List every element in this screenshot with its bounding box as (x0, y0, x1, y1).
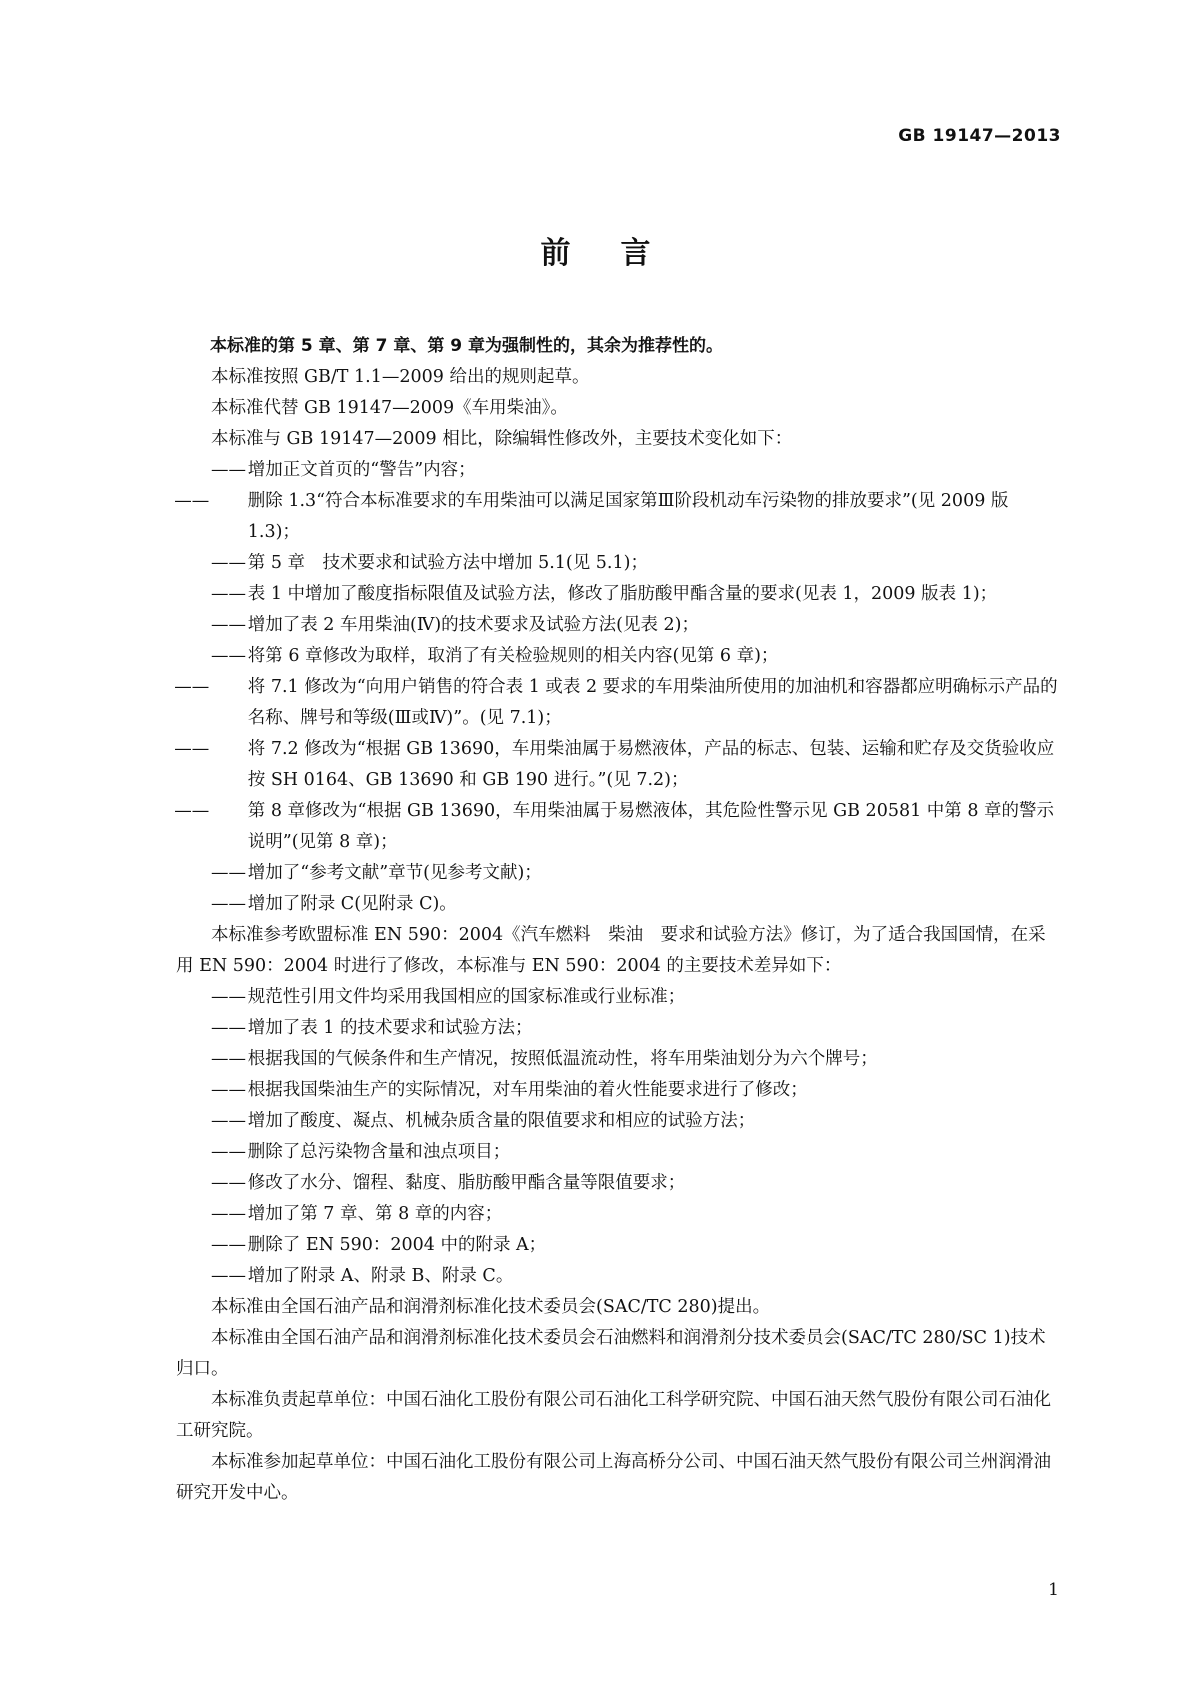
changes-list (176, 455, 1060, 920)
list-dash: —— (211, 460, 246, 480)
list-dash: —— (211, 987, 246, 1007)
list-item: —— 增加了附录 C(见附录 C)。 (176, 889, 1060, 920)
list-dash: —— (211, 1173, 246, 1193)
centralized-unit-paragraph: 本标准由全国石油产品和润滑剂标准化技术委员会石油燃料和润滑剂分技术委员会(SAC/TC 280/SC 1)技术归口。 (176, 1328, 1046, 1379)
list-dash: —— (211, 1080, 246, 1100)
list-item: —— 增加了第 7 章、第 8 章的内容； (176, 1199, 1060, 1230)
reference-standard-paragraph: 本标准参考欧盟标准 EN 590：2004《汽车燃料 柴油 要求和试验方法》修订，为了适合我国国情，在采用 EN 590：2004 时进行了修改，本标准与 EN 590：2004 的主要技术差异如下： (176, 925, 1046, 976)
list-item: —— 增加了附录 A、附录 B、附录 C。 (176, 1261, 1060, 1292)
list-item: —— 增加了表 1 的技术要求和试验方法； (176, 1013, 1060, 1044)
main-drafter-paragraph: 本标准负责起草单位：中国石油化工股份有限公司石油化工科学研究院、中国石油天然气股份有限公司石油化工研究院。 (176, 1390, 1051, 1441)
list-item: —— 删除 1.3“符合本标准要求的车用柴油可以满足国家第Ⅲ阶段机动车污染物的排放要求”(见 2009 版 1.3)； (176, 486, 1060, 548)
list-item: —— 删除了 EN 590：2004 中的附录 A； (176, 1230, 1060, 1261)
page-number: 1 (1048, 1580, 1059, 1600)
changes-intro-paragraph: 本标准与 GB 19147—2009 相比，除编辑性修改外，主要技术变化如下： (211, 429, 793, 449)
list-item: —— 根据我国柴油生产的实际情况，对车用柴油的着火性能要求进行了修改； (176, 1075, 1060, 1106)
drafting-rule-paragraph: 本标准按照 GB/T 1.1—2009 给出的规则起草。 (211, 367, 590, 387)
list-item: —— 表 1 中增加了酸度指标限值及试验方法，修改了脂肪酸甲酯含量的要求(见表 1，2009 版表 1)； (176, 579, 1060, 610)
page-title: 前言 (540, 236, 701, 271)
list-dash: —— (174, 801, 210, 821)
replacement-paragraph: 本标准代替 GB 19147—2009《车用柴油》。 (211, 398, 568, 418)
differences-list (176, 982, 1060, 1292)
list-dash: —— (211, 1204, 246, 1224)
participating-drafter-paragraph: 本标准参加起草单位：中国石油化工股份有限公司上海高桥分公司、中国石油天然气股份有限公司兰州润滑油研究开发中心。 (176, 1452, 1051, 1503)
list-dash: —— (174, 491, 210, 511)
list-dash: —— (211, 894, 246, 914)
list-dash: —— (211, 553, 246, 573)
standard-number: GB 19147—2013 (898, 126, 1061, 146)
list-item: —— 将第 6 章修改为取样，取消了有关检验规则的相关内容(见第 6 章)； (176, 641, 1060, 672)
list-dash: —— (211, 1018, 246, 1038)
list-item: —— 删除了总污染物含量和浊点项目； (176, 1137, 1060, 1168)
list-dash: —— (211, 1142, 246, 1162)
list-dash: —— (211, 1049, 246, 1069)
list-item: —— 将 7.1 修改为“向用户销售的符合表 1 或表 2 要求的车用柴油所使用的加油机和容器都应明确标示产品的名称、牌号和等级(Ⅲ或Ⅳ)”。(见 7.1)； (176, 672, 1060, 734)
list-dash: —— (211, 615, 246, 635)
list-item: —— 增加了表 2 车用柴油(Ⅳ)的技术要求及试验方法(见表 2)； (176, 610, 1060, 641)
mandatory-statement: 本标准的第 5 章、第 7 章、第 9 章为强制性的，其余为推荐性的。 (210, 336, 723, 356)
list-item: —— 增加正文首页的“警告”内容； (176, 455, 1060, 486)
list-item: —— 第 8 章修改为“根据 GB 13690，车用柴油属于易燃液体，其危险性警示见 GB 20581 中第 8 章的警示说明”(见第 8 章)； (176, 796, 1060, 858)
list-item: —— 修改了水分、馏程、黏度、脂肪酸甲酯含量等限值要求； (176, 1168, 1060, 1199)
list-item: —— 增加了“参考文献”章节(见参考文献)； (176, 858, 1060, 889)
proposer-paragraph: 本标准由全国石油产品和润滑剂标准化技术委员会(SAC/TC 280)提出。 (211, 1297, 771, 1317)
list-dash: —— (211, 1235, 246, 1255)
list-item: —— 增加了酸度、凝点、机械杂质含量的限值要求和相应的试验方法； (176, 1106, 1060, 1137)
list-item: —— 第 5 章 技术要求和试验方法中增加 5.1(见 5.1)； (176, 548, 1060, 579)
list-item: —— 规范性引用文件均采用我国相应的国家标准或行业标准； (176, 982, 1060, 1013)
foreword-body (176, 331, 1060, 1509)
list-dash: —— (211, 1111, 246, 1131)
list-dash: —— (211, 584, 246, 604)
list-dash: —— (211, 863, 246, 883)
list-dash: —— (211, 646, 246, 666)
list-item: —— 根据我国的气候条件和生产情况，按照低温流动性，将车用柴油划分为六个牌号； (176, 1044, 1060, 1075)
list-dash: —— (211, 1266, 246, 1286)
list-dash: —— (174, 677, 210, 697)
list-dash: —— (174, 739, 210, 759)
list-item: —— 将 7.2 修改为“根据 GB 13690，车用柴油属于易燃液体，产品的标志、包装、运输和贮存及交货验收应按 SH 0164、GB 13690 和 GB 190 进行。”(见 7.2)； (176, 734, 1060, 796)
